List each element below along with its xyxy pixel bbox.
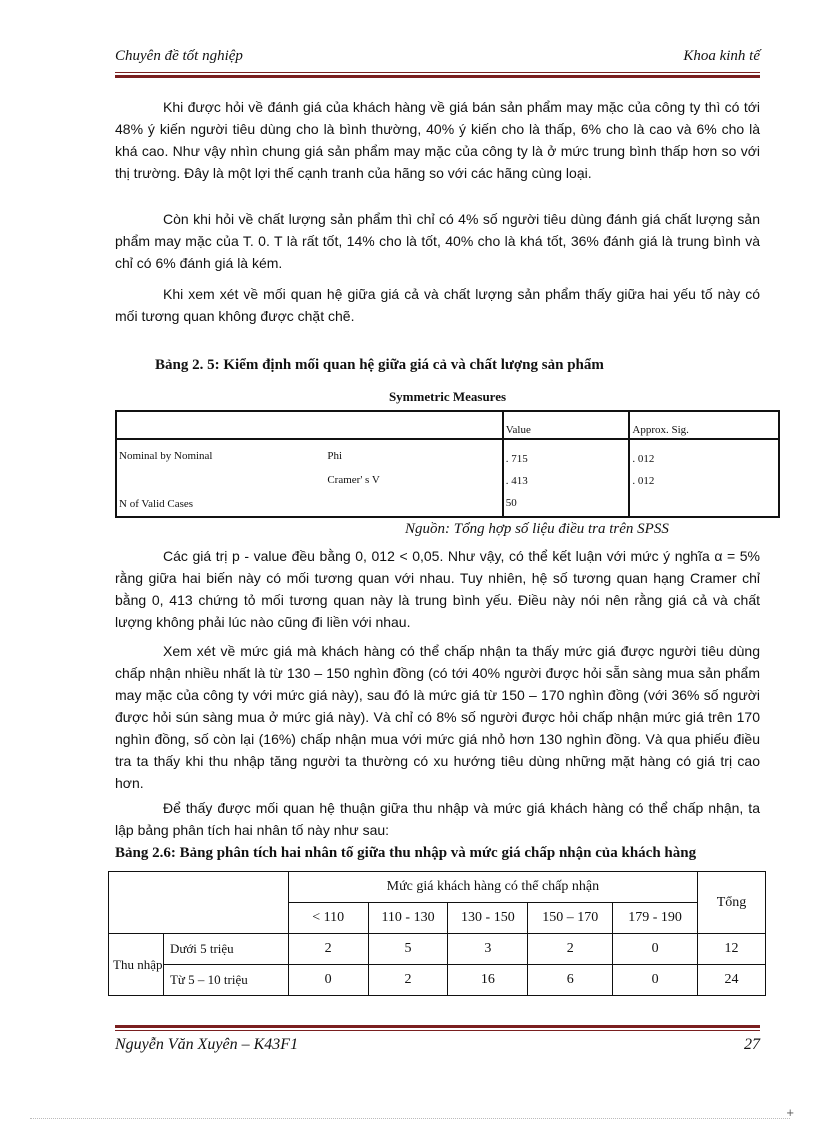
table1-caption: Bảng 2. 5: Kiểm định mối quan hệ giữa giá cả và chất lượng sản phẩm bbox=[155, 357, 604, 373]
table1-phi-label: Phi bbox=[327, 450, 343, 462]
paragraph-1: Khi được hỏi về đánh giá của khách hàng về giá bán sản phẩm may mặc của công ty thì có tới 48% ý kiến người tiêu dùng cho là bình thường, 40% ý kiến cho là thấp, 6% cho là cao và 6% cho là khá cao. Như vậy nhìn chung giá sản phẩm may mặc của công ty là ở mức trung bình thấp hơn so với thị trường. Đây là một lợi thế cạnh tranh của hãng so với các hãng cùng loại. bbox=[115, 99, 760, 181]
table2-cell: 16 bbox=[448, 965, 528, 996]
table2-price-col: < 110 bbox=[288, 903, 368, 934]
page-bottom-dotted-line bbox=[30, 1118, 790, 1119]
header-rule-thick bbox=[115, 75, 760, 78]
table2-row-label: Dưới 5 triệu bbox=[163, 934, 288, 965]
table1-header-blank bbox=[116, 411, 503, 439]
table1-col-value: Value bbox=[503, 411, 630, 439]
table1-cramer-sig: . 012 bbox=[632, 475, 655, 487]
table1-col-sig: Approx. Sig. bbox=[629, 411, 779, 439]
paragraph-3: Khi xem xét về mối quan hệ giữa giá cả và chất lượng sản phẩm thấy giữa hai yếu tố này có mối tương quan không được chặt chẽ. bbox=[115, 286, 760, 324]
table1-phi-value: . 715 bbox=[505, 453, 528, 465]
table2-cell: 0 bbox=[288, 965, 368, 996]
table2-total-cell: 24 bbox=[698, 965, 766, 996]
table1-cramer-value: . 413 bbox=[505, 475, 528, 487]
symmetric-measures-table bbox=[115, 410, 780, 518]
table2-cell: 6 bbox=[528, 965, 613, 996]
table1-cramer-label: Cramer' s V bbox=[327, 474, 380, 486]
table1-stat-labels bbox=[325, 439, 502, 517]
source-note: Nguồn: Tổng hợp số liệu điều tra trên SPSS bbox=[405, 521, 669, 537]
table2-cell: 0 bbox=[613, 965, 698, 996]
table2-cell: 3 bbox=[448, 934, 528, 965]
table2-total-header: Tổng bbox=[698, 872, 766, 934]
page-header bbox=[115, 48, 760, 70]
table2-row-group: Thu nhập bbox=[109, 934, 164, 996]
header-right: Khoa kinh tế bbox=[683, 48, 760, 64]
table2-caption: Bảng 2.6: Bảng phân tích hai nhân tố giữa thu nhập và mức giá chấp nhận của khách hàng bbox=[115, 845, 697, 861]
page-number: 27 bbox=[744, 1036, 760, 1053]
table1-values bbox=[503, 439, 630, 517]
table2-row-label: Từ 5 – 10 triệu bbox=[163, 965, 288, 996]
paragraph-2: Còn khi hỏi về chất lượng sản phẩm thì chỉ có 4% số người tiêu dùng đánh giá chất lượng sản phẩm may mặc của T. 0. T là rất tốt, 14% cho là tốt, 40% cho là khá tốt, 36% đánh giá là trung bình và chỉ có 6% đánh giá là kém. bbox=[115, 211, 760, 271]
table2-cell: 2 bbox=[288, 934, 368, 965]
header-left: Chuyên đề tốt nghiệp bbox=[115, 48, 243, 64]
footer-rule-thick bbox=[115, 1025, 760, 1028]
table1-n-value: 50 bbox=[505, 497, 517, 509]
table1-row-labels bbox=[116, 439, 325, 517]
table2-price-col: 110 - 130 bbox=[368, 903, 448, 934]
paragraph-4: Các giá trị p - value đều bằng 0, 012 < 0,05. Như vậy, có thể kết luận với mức ý nghĩa α = 5% rằng giữa hai biến này có mối tương quan với nhau. Tuy nhiên, hệ số tương quan hạng Cramer chỉ bằng 0, 413 chứng tỏ mối tương quan này là trung bình yếu. Điều này nói nên rằng giá cả và chất lượng không phải lúc nào cũng đi liền với nhau. bbox=[115, 548, 760, 630]
table2-cell: 5 bbox=[368, 934, 448, 965]
header-rule-thin bbox=[115, 72, 760, 73]
paragraph-5: Xem xét về mức giá mà khách hàng có thể chấp nhận ta thấy mức giá được người tiêu dùng chấp nhận nhiều nhất là từ 130 – 150 nghìn đồng (có tới 40% người được hỏi sẵn sàng mua sản phẩm may mặc của công ty với mức giá này), sau đó là mức giá từ 150 – 170 nghìn đồng (với 36% số người được hỏi sún sàng mua ở mức giá này). Và chỉ có 8% số người được hỏi chấp nhận mức giá trên 170 nghìn đồng, số còn lại (16%) chấp nhận mua với mức giá nhỏ hơn 130 nghìn đồng. Và qua phiếu điều tra ta thấy khi thu nhập tăng người ta thường có xu hướng tiêu dùng những mặt hàng có giá trị cao hơn. bbox=[115, 643, 760, 791]
table1-subtitle: Symmetric Measures bbox=[388, 389, 507, 404]
table2-price-col: 130 - 150 bbox=[448, 903, 528, 934]
page-footer bbox=[115, 1036, 760, 1058]
table2-cell: 0 bbox=[613, 934, 698, 965]
footer-author: Nguyễn Văn Xuyên – K43F1 bbox=[115, 1036, 299, 1053]
corner-cross-icon: + bbox=[786, 1108, 795, 1119]
table1-n-label: N of Valid Cases bbox=[119, 498, 194, 510]
table2-cell: 2 bbox=[528, 934, 613, 965]
income-price-table bbox=[108, 871, 766, 996]
table2-price-col: 179 - 190 bbox=[613, 903, 698, 934]
table1-sigs bbox=[629, 439, 779, 517]
paragraph-6: Để thấy được mối quan hệ thuận giữa thu nhập và mức giá khách hàng có thể chấp nhận, ta lập bảng phân tích hai nhân tố này như sau: bbox=[115, 800, 760, 838]
footer-rule-thin bbox=[115, 1030, 760, 1031]
table1-row-group: Nominal by Nominal bbox=[119, 450, 213, 462]
table2-total-cell: 12 bbox=[698, 934, 766, 965]
table2-group-header: Mức giá khách hàng có thể chấp nhận bbox=[288, 872, 697, 903]
table2-cell: 2 bbox=[368, 965, 448, 996]
table1-phi-sig: . 012 bbox=[632, 453, 655, 465]
table2-corner bbox=[109, 872, 289, 934]
table2-price-col: 150 – 170 bbox=[528, 903, 613, 934]
